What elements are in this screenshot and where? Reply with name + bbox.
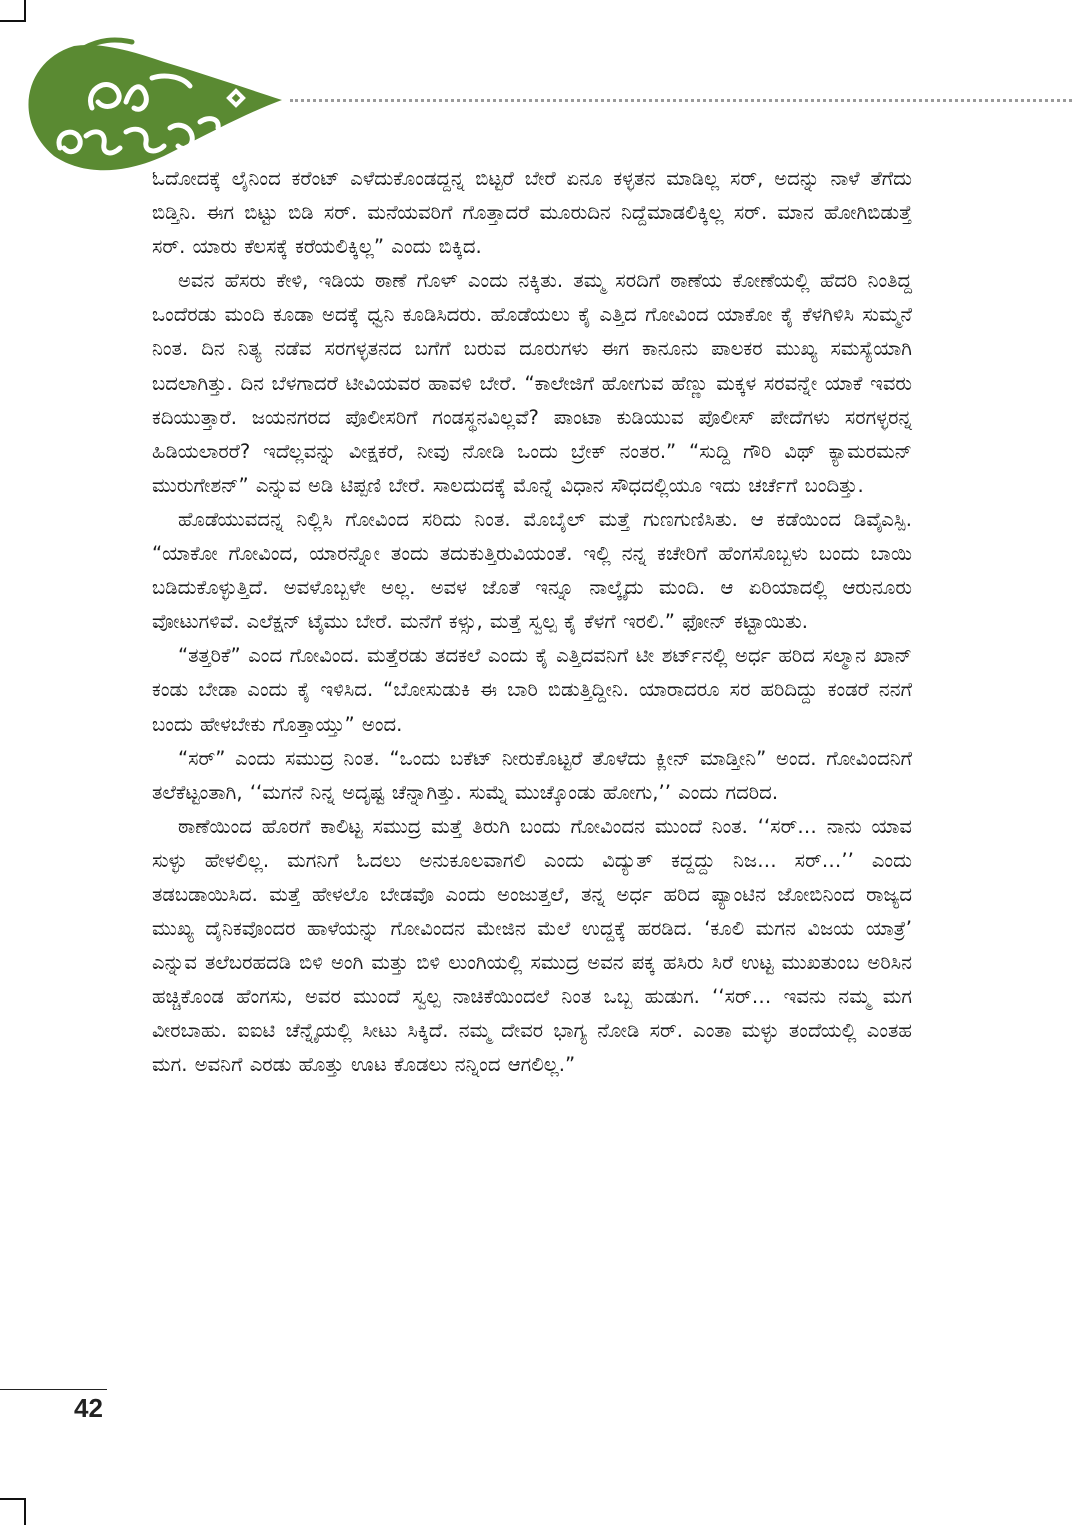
paragraph: ಠಾಣೆಯಿಂದ ಹೊರಗೆ ಕಾಲಿಟ್ಟ ಸಮುದ್ರ ಮತ್ತೆ ತಿರುಗಿ ಬಂದು ಗೋವಿಂದನ ಮುಂದೆ ನಿಂತ. ‘‘ಸರ್… ನಾನು ಯಾವ ಸುಳ್ಳು ಹೇಳಲಿಲ್ಲ. ಮಗನಿಗೆ ಓದಲು ಅನುಕೂಲವಾಗಲಿ ಎಂದು ವಿದ್ಯುತ್ ಕದ್ದದ್ದು ನಿಜ… ಸರ್…’’ ಎಂದು ತಡಬಡಾಯಿಸಿದ. ಮತ್ತೆ ಹೇಳಲೊ ಬೇಡವೊ ಎಂದು ಅಂಜುತ್ತಲೆ, ತನ್ನ ಅರ್ಧ ಹರಿದ ಪ್ಯಾಂಟಿನ ಜೋಬಿನಿಂದ ರಾಜ್ಯದ ಮುಖ್ಯ ದೈನಿಕವೊಂದರ ಹಾಳೆಯನ್ನು ಗೋವಿಂದನ ಮೇಜಿನ ಮೆಲೆ ಉದ್ದಕ್ಕೆ ಹರಡಿದ. ‘ಕೂಲಿ ಮಗನ ವಿಜಯ ಯಾತ್ರೆ’ ಎನ್ನುವ ತಲೆಬರಹದಡಿ ಬಿಳಿ ಅಂಗಿ ಮತ್ತು ಬಿಳಿ ಲುಂಗಿಯಲ್ಲಿ ಸಮುದ್ರ ಅವನ ಪಕ್ಕ ಹಸಿರು ಸಿರೆ ಉಟ್ಟ ಮುಖತುಂಬ ಅರಿಸಿನ ಹಚ್ಚಿಕೊಂಡ ಹೆಂಗಸು, ಅವರ ಮುಂದೆ ಸ್ವಲ್ಪ ನಾಚಿಕೆಯಿಂದಲೆ ನಿಂತ ಒಬ್ಬ ಹುಡುಗ. ‘‘ಸರ್… ಇವನು ನಮ್ಮ ಮಗ ವೀರಬಾಹು. ಐಐಟಿ ಚೆನ್ನೈಯಲ್ಲಿ ಸೀಟು ಸಿಕ್ಕಿದೆ. ನಮ್ಮ ದೇವರ ಭಾಗ್ಯ ನೋಡಿ ಸರ್. ಎಂತಾ ಮಳ್ಳು ತಂದೆಯಲ್ಲಿ ಎಂತಹ ಮಗ. ಅವನಿಗೆ ಎರಡು ಹೊತ್ತು ಊಟ ಕೊಡಲು ನನ್ನಿಂದ ಆಗಲಿಲ್ಲ.” bbox=[152, 814, 912, 1077]
paragraph: “ತತ್ತರಿಕೆ” ಎಂದ ಗೋವಿಂದ. ಮತ್ತೆರಡು ತದಕಲೆ ಎಂದು ಕೈ ಎತ್ತಿದವನಿಗೆ ಟೀ ಶರ್ಟ್‌ನಲ್ಲಿ ಅರ್ಧ ಹರಿದ ಸಲ್ಮಾನ ಖಾನ್ ಕಂಡು ಬೇಡಾ ಎಂದು ಕೈ ಇಳಿಸಿದ. “ಬೋಸುಡುಕಿ ಈ ಬಾರಿ ಬಿಡುತ್ತಿದ್ದೀನಿ. ಯಾರಾದರೂ ಸರ ಹರಿದಿದ್ದು ಕಂಡರೆ ನನಗೆ ಬಂದು ಹೇಳಬೇಕು ಗೊತ್ತಾಯ್ತು” ಅಂದ. bbox=[152, 644, 912, 736]
page-number-rule bbox=[0, 1389, 107, 1390]
crop-mark-top-left-horizontal bbox=[0, 20, 26, 22]
paragraph: ಅವನ ಹೆಸರು ಕೇಳಿ, ಇಡಿಯ ಠಾಣೆ ಗೊಳ್ ಎಂದು ನಕ್ಕಿತು. ತಮ್ಮ ಸರದಿಗೆ ಠಾಣೆಯ ಕೋಣೆಯಲ್ಲಿ ಹೆದರಿ ನಿಂತಿದ್ದ ಒಂದೆರಡು ಮಂದಿ ಕೂಡಾ ಅದಕ್ಕೆ ಧ್ವನಿ ಕೂಡಿಸಿದರು. ಹೊಡೆಯಲು ಕೈ ಎತ್ತಿದ ಗೋವಿಂದ ಯಾಕೋ ಕೈ ಕೆಳಗಿಳಿಸಿ ಸುಮ್ಮನೆ ನಿಂತ. ದಿನ ನಿತ್ಯ ನಡೆವ ಸರಗಳ್ಳತನದ ಬಗೆಗೆ ಬರುವ ದೂರುಗಳು ಈಗ ಕಾನೂನು ಪಾಲಕರ ಮುಖ್ಯ ಸಮಸ್ಯೆಯಾಗಿ ಬದಲಾಗಿತ್ತು. ದಿನ ಬೆಳಗಾದರೆ ಟೀವಿಯವರ ಹಾವಳಿ ಬೇರೆ. “ಕಾಲೇಜಿಗೆ ಹೋಗುವ ಹೆಣ್ಣು ಮಕ್ಕಳ ಸರವನ್ನೇ ಯಾಕೆ ಇವರು ಕದಿಯುತ್ತಾರೆ. ಜಯನಗರದ ಪೊಲೀಸರಿಗೆ ಗಂಡಸ್ಥನವಿಲ್ಲವೆ? ಪಾಂಟಾ ಕುಡಿಯುವ ಪೊಲೀಸ್ ಪೇದೆಗಳು ಸರಗಳ್ಳರನ್ನ ಹಿಡಿಯಲಾರರೆ? ಇದೆಲ್ಲವನ್ನು ವೀಕ್ಷಕರೆ, ನೀವು ನೋಡಿ ಒಂದು ಬ್ರೇಕ್ ನಂತರ.” “ಸುದ್ದಿ ಗೌರಿ ವಿಥ್ ಕ್ಯಾಮರಮನ್ ಮುರುಗೇಶನ್” ಎನ್ನುವ ಅಡಿ ಟಿಪ್ಪಣಿ ಬೇರೆ. ಸಾಲದುದಕ್ಕೆ ಮೊನ್ನೆ ವಿಧಾನ ಸೌಧದಲ್ಲಿಯೂ ಇದು ಚರ್ಚೆಗೆ ಬಂದಿತ್ತು. bbox=[152, 269, 912, 497]
crop-mark-bottom-left-horizontal bbox=[0, 1498, 26, 1500]
crop-mark-bottom-left-vertical bbox=[24, 1500, 26, 1525]
page-number: 42 bbox=[74, 1393, 103, 1423]
header-dotted-rule bbox=[290, 99, 1072, 102]
article-body bbox=[152, 162, 912, 1083]
paragraph: ಹೊಡೆಯುವದನ್ನ ನಿಲ್ಲಿಸಿ ಗೋವಿಂದ ಸರಿದು ನಿಂತ. ಮೊಬೈಲ್ ಮತ್ತೆ ಗುಣಗುಣಿಸಿತು. ಆ ಕಡೆಯಿಂದ ಡಿವೈಎಸ್ಪಿ. “ಯಾಕೋ ಗೋವಿಂದ, ಯಾರನ್ನೋ ತಂದು ತದುಕುತ್ತಿರುವಿಯಂತೆ. ಇಲ್ಲಿ ನನ್ನ ಕಚೇರಿಗೆ ಹೆಂಗಸೊಬ್ಬಳು ಬಂದು ಬಾಯಿ ಬಡಿದುಕೊಳ್ಳುತ್ತಿದೆ. ಅವಳೊಬ್ಬಳೇ ಅಲ್ಲ. ಅವಳ ಜೊತೆ ಇನ್ನೂ ನಾಲ್ಕೈದು ಮಂದಿ. ಆ ಏರಿಯಾದಲ್ಲಿ ಆರುನೂರು ವೋಟುಗಳಿವೆ. ಎಲೆಕ್ಷನ್ ಟೈಮು ಬೇರೆ. ಮನೆಗೆ ಕಳ್ಸು, ಮತ್ತೆ ಸ್ವಲ್ಪ ಕೈ ಕೆಳಗೆ ಇರಲಿ.” ಫೋನ್ ಕಟ್ಟಾಯಿತು. bbox=[152, 507, 912, 634]
paragraph: “ಸರ್” ಎಂದು ಸಮುದ್ರ ನಿಂತ. “ಒಂದು ಬಕೆಟ್ ನೀರುಕೊಟ್ಟರೆ ತೊಳೆದು ಕ್ಲೀನ್ ಮಾಡ್ತೀನಿ” ಅಂದ. ಗೋವಿಂದನಿಗೆ ತಲೆಕೆಟ್ಟಂತಾಗಿ, ‘‘ಮಗನೆ ನಿನ್ನ ಅದೃಷ್ಟ ಚೆನ್ನಾಗಿತ್ತು. ಸುಮ್ನೆ ಮುಚ್ಕೊಂಡು ಹೋಗು,’’ ಎಂದು ಗದರಿದ. bbox=[152, 746, 912, 804]
paragraph: ಓದೋದಕ್ಕೆ ಲೈನಿಂದ ಕರೆಂಟ್ ಎಳೆದುಕೊಂಡದ್ದನ್ನ ಬಿಟ್ಟರೆ ಬೇರೆ ಏನೂ ಕಳ್ಳತನ ಮಾಡಿಲ್ಲ ಸರ್, ಅದನ್ನು ನಾಳೆ ತೆಗೆದು ಬಿಡ್ತಿನಿ. ಈಗ ಬಿಟ್ಟು ಬಿಡಿ ಸರ್. ಮನೆಯವರಿಗೆ ಗೊತ್ತಾದರೆ ಮೂರುದಿನ ನಿದ್ದೆಮಾಡಲಿಕ್ಕಿಲ್ಲ ಸರ್. ಮಾನ ಹೋಗಿಬಿಡುತ್ತೆ ಸರ್. ಯಾರು ಕೆಲಸಕ್ಕೆ ಕರೆಯಲಿಕ್ಕಿಲ್ಲ” ಎಂದು ಬಿಕ್ಕಿದ. bbox=[152, 167, 912, 259]
crop-mark-top-left-vertical bbox=[24, 0, 26, 20]
